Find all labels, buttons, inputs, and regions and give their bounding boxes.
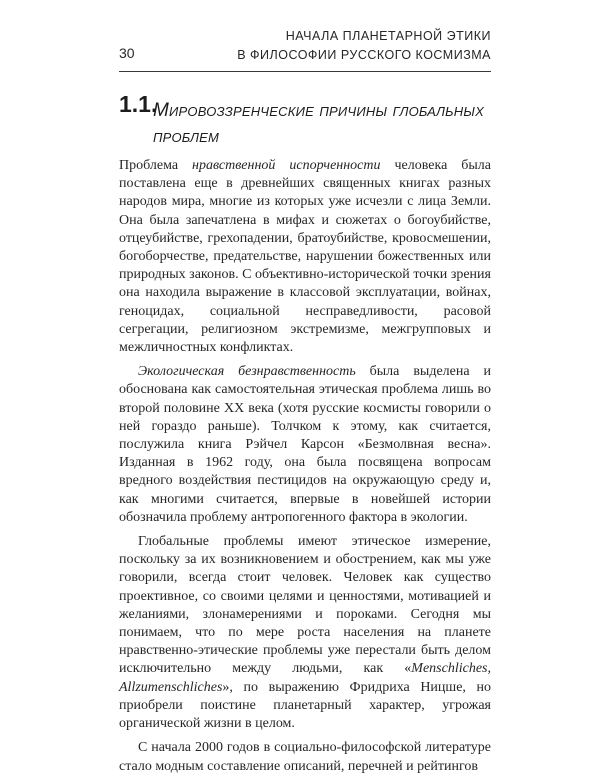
running-title	[237, 27, 491, 65]
paragraph-4-text: С начала 2000 годов в социально-философской литературе стало модным составление описаний, перечней и рейтингов	[119, 740, 491, 774]
paragraph-2-text: была выделена и обоснована как самостоятельная этическая проблема лишь во второй половине XX века (хотя русские космисты говорили о ней гораздо раньше). Толчком к этому, как считается, послужила книга Рэйчел Карсон «Безмолвная весна». Изданная в 1962 году, она была посвящена вопросам вредного воздействия пестицидов на окружающую среду и, как многими считается, впервые в новейшей истории обозначила проблему антропогенного фактора в экологии.	[119, 364, 492, 525]
page-header	[119, 27, 491, 72]
paragraph-2-emphasis: Экологическая безнравственность	[138, 364, 356, 380]
paragraph-3-emphasis: Menschliches, Allzumenschliches	[119, 661, 491, 695]
paragraph-1-lead: Проблема	[119, 158, 193, 173]
section-title-line-1: Мировоззренческие причины глобальных	[153, 100, 484, 121]
paragraph-3	[119, 533, 491, 733]
section-title-line-2: проблем	[153, 126, 220, 147]
body-text	[119, 157, 491, 782]
section-heading	[119, 91, 499, 147]
paragraph-1-emphasis: нравственной испорченности	[192, 158, 381, 173]
paragraph-3-text: », по выражению Фридриха Ницше, но приобрели поистине планетарный характер, угрожая органической жизни в целом.	[119, 679, 491, 732]
paragraph-1-text: человека была поставлена еще в древнейших священных книгах разных народов мира, многие из которых уже исчезли с лица Земли. Она была запечатлена в мифах и сюжетах о богоубийстве, отцеубийстве, грехопадении, братоубийстве, кровосмешении, богоборчестве, предательстве, нарушении божественных или природных законов. С объективно-исторической точки зрения она находила выражение в классовой эксплуатации, войнах, геноцидах, социальной несправедливости, расовой сегрегации, религиозном экстремизме, межгрупповых и межличностных конфликтах.	[119, 158, 491, 356]
running-title-line-2: В ФИЛОСОФИИ РУССКОГО КОСМИЗМА	[237, 48, 491, 62]
section-number: 1.1.	[119, 91, 158, 117]
page-number: 30	[119, 45, 135, 61]
paragraph-3-lead: Глобальные проблемы имеют этическое измерение, поскольку за их возникновением и обострением, как мы уже говорили, всегда стоит человек. Человек как существо проективное, со своими целями и ценностями, мотивацией и желаниями, злонамерениями и пороками. Сегодня мы понимаем, что по мере роста населения на планете нравственно-этические проблемы уже перестали быть делом исключительно между людьми, как «	[119, 534, 491, 677]
paragraph-4	[119, 739, 491, 775]
paragraph-2	[119, 363, 491, 527]
paragraph-1	[119, 157, 491, 357]
running-title-line-1: НАЧАЛА ПЛАНЕТАРНОЙ ЭТИКИ	[285, 29, 491, 43]
